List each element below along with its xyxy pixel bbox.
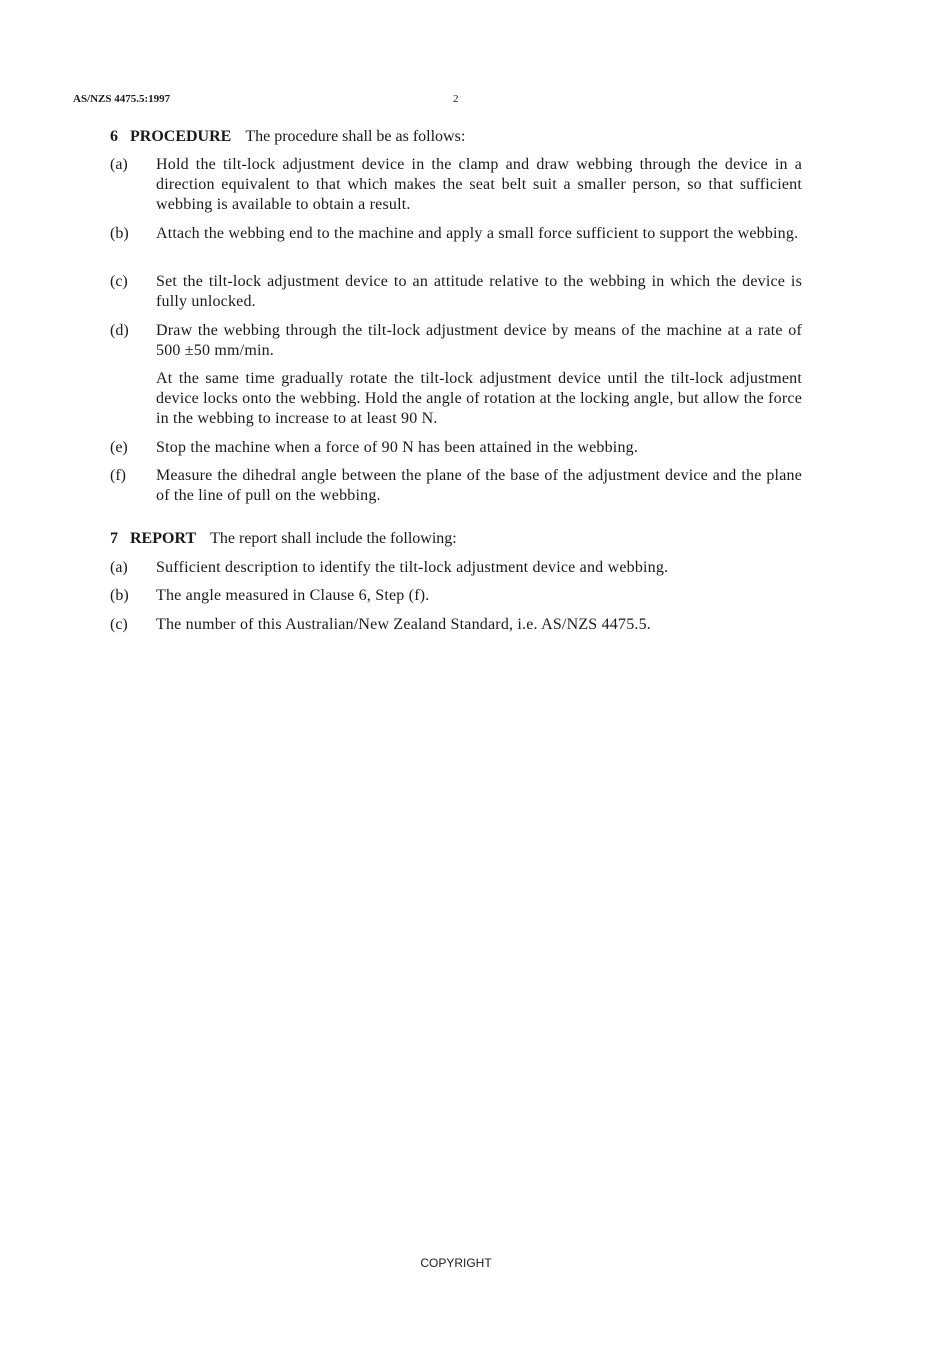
standard-number: AS/NZS 4475.5:1997	[73, 93, 171, 105]
item-text: At the same time gradually rotate the tilt-lock adjustment device until the tilt-lock adjustment device locks onto the webbing. Hold the angle of rotation at the locking angle, but allow the force in the webbing to increase to at least 90 N.	[156, 370, 802, 427]
item-label: (d)	[110, 322, 129, 339]
list-item	[110, 224, 802, 244]
item-label: (c)	[110, 616, 128, 633]
section-intro: The report shall include the following:	[210, 530, 457, 547]
item-label: (b)	[110, 225, 129, 242]
list-item	[110, 615, 802, 635]
item-label: (c)	[110, 273, 128, 290]
item-label: (a)	[110, 156, 128, 173]
section-title: PROCEDURE	[130, 128, 232, 145]
list-item	[110, 272, 802, 312]
item-text: Attach the webbing end to the machine and apply a small force sufficient to support the webbing.	[156, 225, 799, 242]
item-text: Draw the webbing through the tilt-lock adjustment device by means of the machine at a rate of 500 ±50 mm/min.	[156, 322, 802, 359]
section-number: 6	[110, 128, 118, 145]
item-label: (f)	[110, 467, 126, 484]
item-label: (b)	[110, 587, 129, 604]
item-text: Set the tilt-lock adjustment device to an attitude relative to the webbing in which the device is fully unlocked.	[156, 273, 802, 310]
section-7-heading	[110, 529, 802, 549]
section-number: 7	[110, 530, 118, 547]
item-text: Measure the dihedral angle between the plane of the base of the adjustment device and the plane of the line of pull on the webbing.	[156, 467, 802, 504]
list-item	[110, 321, 802, 361]
list-item	[110, 586, 802, 606]
list-item-continuation	[110, 369, 802, 429]
list-item	[110, 155, 802, 215]
copyright-footer: COPYRIGHT	[420, 1256, 492, 1270]
page-number: 2	[453, 93, 459, 105]
list-item	[110, 466, 802, 506]
item-text: The number of this Australian/New Zealand Standard, i.e. AS/NZS 4475.5.	[156, 616, 652, 633]
item-text: The angle measured in Clause 6, Step (f).	[156, 587, 430, 604]
item-text: Hold the tilt-lock adjustment device in the clamp and draw webbing through the device in a direction equivalent to that which makes the seat belt suit a smaller person, so that sufficient webbing is available to obtain a result.	[156, 156, 802, 213]
section-intro: The procedure shall be as follows:	[245, 128, 466, 145]
item-label: (e)	[110, 439, 128, 456]
item-text: Stop the machine when a force of 90 N has been attained in the webbing.	[156, 439, 639, 456]
section-6-heading	[110, 127, 802, 147]
list-item	[110, 558, 802, 578]
item-label: (a)	[110, 559, 128, 576]
list-item	[110, 438, 802, 458]
section-title: REPORT	[130, 530, 197, 547]
item-text: Sufficient description to identify the tilt-lock adjustment device and webbing.	[156, 559, 669, 576]
